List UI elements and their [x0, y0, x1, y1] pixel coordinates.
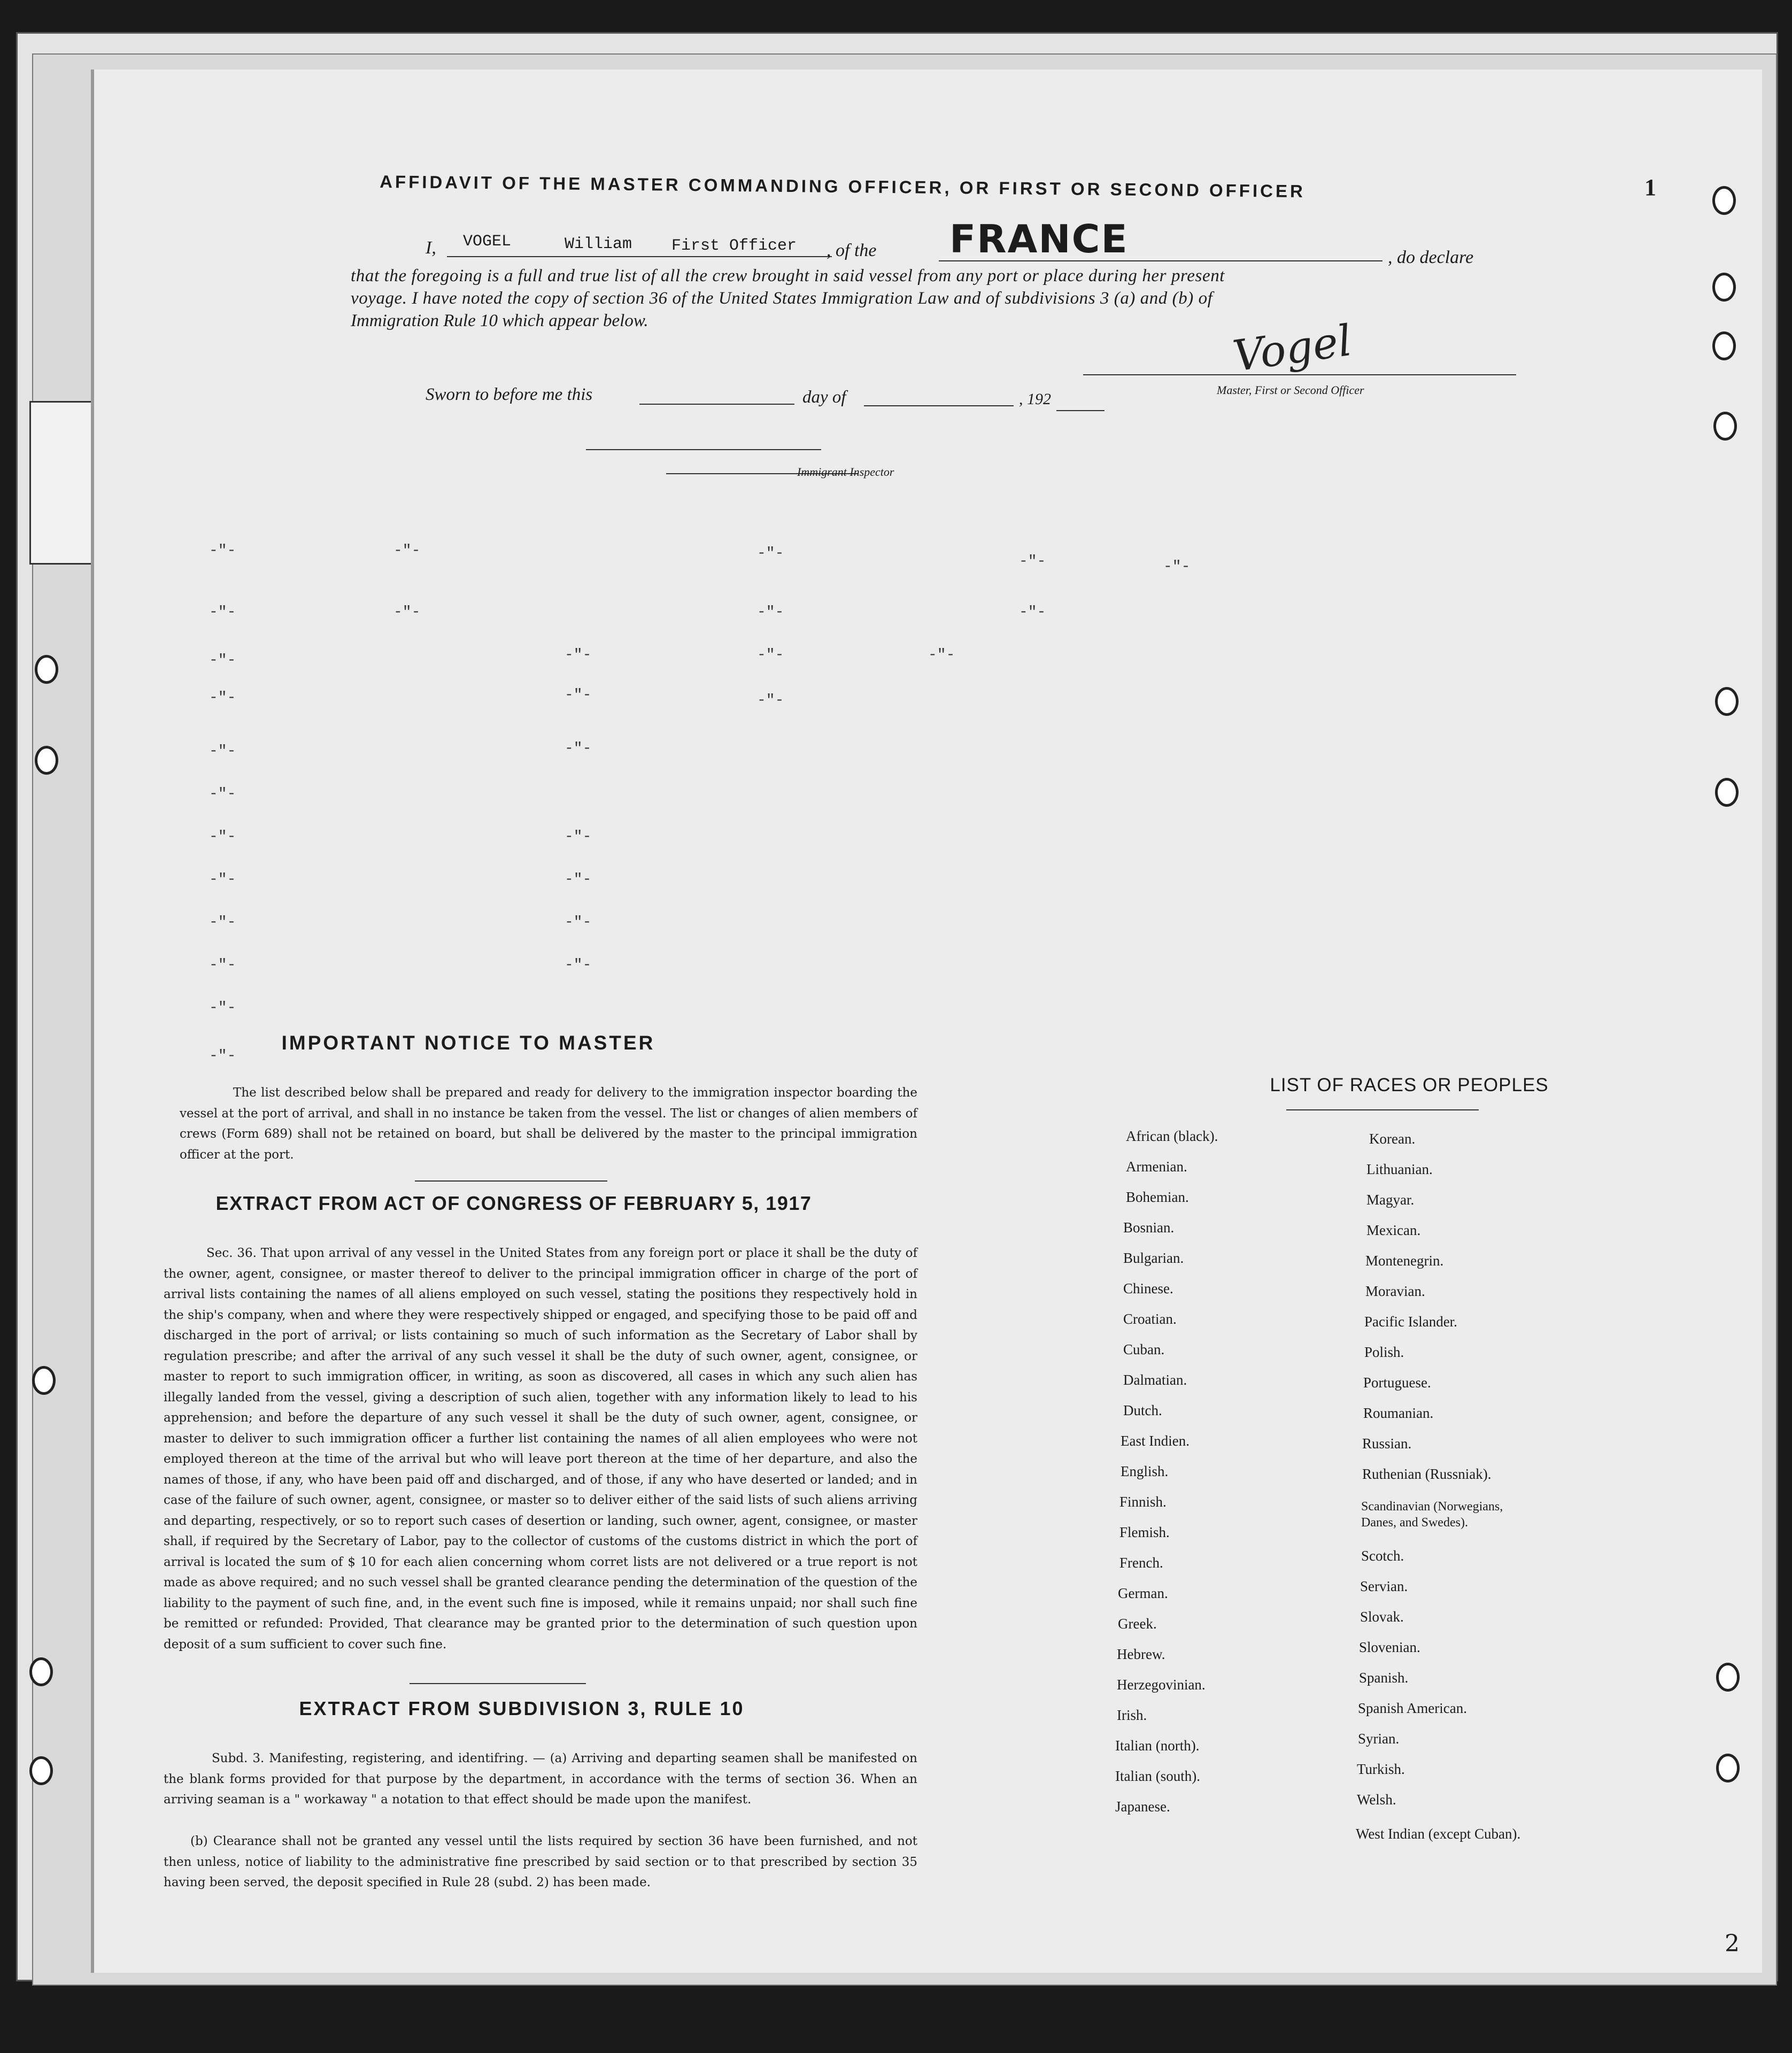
affidavit-title: AFFIDAVIT OF THE MASTER COMMANDING OFFICER, OR FIRST OR SECOND OFFICER: [380, 171, 1306, 202]
ditto-mark: -"-: [1019, 553, 1046, 570]
binder-hole: [1712, 273, 1736, 302]
ditto-mark: -"-: [757, 604, 784, 621]
ditto-mark: -"-: [209, 1048, 236, 1064]
race-item: Portuguese.: [1363, 1375, 1431, 1391]
i-label: I,: [426, 238, 436, 258]
races-title: LIST OF RACES OR PEOPLES: [1270, 1075, 1549, 1095]
race-item: Slovenian.: [1359, 1639, 1420, 1655]
race-item: Syrian.: [1358, 1731, 1400, 1747]
notice-divider: [415, 1180, 607, 1182]
declaration-text-1: that the foregoing is a full and true list of all the crew brought in said vessel from any port or place during her present: [351, 266, 1225, 285]
act-title: EXTRACT FROM ACT OF CONGRESS OF FEBRUARY 5, 1917: [215, 1192, 812, 1214]
ditto-mark: -"-: [209, 690, 236, 706]
rule-text-a: Subd. 3. Manifesting, registering, and identifring. — (a) Arriving and departing seamen shall be manifested on the blank forms provided for that purpose by the department, in accordance with the terms of section 36. When an arriving seaman is a " workaway " a notation to that effect should be made upon the manifest.: [164, 1751, 917, 1807]
race-item: Finnish.: [1119, 1494, 1167, 1510]
ditto-mark: -"-: [209, 604, 236, 621]
race-item: Scandinavian (Norwegians, Danes, and Swedes).: [1361, 1500, 1503, 1530]
race-item: Montenegrin.: [1365, 1253, 1444, 1269]
binder-hole: [1716, 1754, 1740, 1782]
ditto-mark: -"-: [1019, 604, 1046, 621]
ditto-mark: -"-: [565, 647, 592, 663]
race-item: Dutch.: [1123, 1402, 1162, 1418]
inspector-caption: Immigrant Inspector: [797, 465, 894, 478]
officer-rank: First Officer: [671, 237, 797, 255]
ditto-mark: -"-: [393, 543, 421, 559]
ditto-mark: -"-: [565, 871, 592, 888]
ditto-mark: -"-: [209, 957, 236, 974]
ditto-mark: -"-: [209, 652, 236, 669]
race-item: French.: [1119, 1555, 1163, 1571]
rule-title: EXTRACT FROM SUBDIVISION 3, RULE 10: [299, 1697, 745, 1719]
race-item: West Indian (except Cuban).: [1356, 1826, 1521, 1842]
ditto-mark: -"-: [565, 914, 592, 931]
ditto-mark: -"-: [565, 829, 592, 845]
race-item: Mexican.: [1366, 1222, 1421, 1238]
binder-hole: [35, 655, 58, 684]
race-item: Korean.: [1369, 1131, 1416, 1147]
ditto-mark: -"-: [1163, 559, 1191, 575]
race-item: Croatian.: [1123, 1311, 1177, 1327]
year-label: , 192: [1019, 390, 1051, 408]
declaration-line: [351, 217, 1527, 267]
race-item: Slovak.: [1360, 1609, 1404, 1625]
sworn-month-line: [864, 405, 1014, 406]
binder-hole: [1712, 331, 1736, 360]
race-item: Scotch.: [1361, 1548, 1404, 1564]
officer-given-name: William: [565, 235, 632, 253]
race-item: Lithuanian.: [1366, 1161, 1433, 1177]
page-number: 1: [1644, 174, 1656, 200]
ditto-mark: -"-: [209, 743, 236, 760]
manifest-page: [91, 70, 1762, 1973]
binder-hole: [32, 1366, 56, 1395]
of-the-label: , of the: [827, 241, 877, 260]
race-item: Pacific Islander.: [1364, 1314, 1457, 1330]
back-sheet-tab: [29, 401, 97, 565]
officer-surname: VOGEL: [463, 233, 512, 251]
binder-hole: [1712, 186, 1736, 215]
race-item: Servian.: [1360, 1578, 1408, 1594]
vessel-underline: [939, 260, 1382, 261]
binder-hole: [1713, 412, 1737, 441]
ditto-mark: -"-: [209, 829, 236, 845]
ditto-mark: -"-: [209, 871, 236, 888]
day-of-label: day of: [802, 388, 846, 407]
race-item: Polish.: [1364, 1344, 1404, 1360]
binder-hole: [29, 1657, 53, 1686]
signer-caption: Master, First or Second Officer: [1217, 383, 1364, 397]
race-item: Armenian.: [1126, 1159, 1187, 1175]
race-item: Russian.: [1362, 1435, 1412, 1452]
notice-title: IMPORTANT NOTICE TO MASTER: [281, 1032, 655, 1054]
race-item: Italian (north).: [1115, 1738, 1200, 1754]
ditto-mark: -"-: [928, 647, 955, 663]
race-item: Cuban.: [1123, 1341, 1165, 1357]
ditto-mark: -"-: [209, 786, 236, 802]
act-divider: [410, 1683, 586, 1684]
ditto-mark: -"-: [757, 692, 784, 709]
act-text: Sec. 36. That upon arrival of any vessel in the United States from any foreign port or place it shall be the duty of the owner, agent, consignee, or master thereof to deliver to the principal immigration officer in charge of the port of arrival lists containing the names of all aliens employed on such vessel, stating the positions they respectively hold in the ship's company, when and where they were respectively shipped or engaged, and specifying those to be paid off and discharged in the port of arrival; or lists containing so much of such information as the Secretary of Labor shall by regulation prescribe; and after the arrival of any such vessel it shall be the duty of such owner, agent, consignee, or master to report to such immigration officer, in writing, as soon as discovered, all cases in which any such alien has illegally landed from the vessel, giving a description of such alien, together with any information likely to lead to his apprehension; and before the departure of any such vessel it shall be the duty of such owner, agent, consignee, or master to deliver to such immigration officer a further list containing the names of all alien employees who were not employed thereon at the time of the arrival but who will leave port thereon at the time of her departure, and also the names of those, if any, who have been paid off and discharged, and of those, if any who have deserted or landed; and in case of the failure of such owner, agent, consignee, or master so to deliver either of the said lists of such aliens arriving and departing, respectively, or so to report such cases of desertion or landing, such owner, agent, consignee, or master shall, if required by the Secretary of Labor, pay to the collector of customs of the customs district in which the port of arrival is located the sum of $ 10 for each alien concerning whom corret lists are not delivered or a true report is not made as above required; and no such vessel shall be granted clearance pending the determination of the question of the liability to the payment of such fine, and, in the event such fine is imposed, while it remains unpaid; nor shall such fine be remitted or refunded: Provided, That clearance may be granted prior to the determination of such question upon deposit of a sum sufficient to cover such fine.: [164, 1246, 917, 1651]
binder-hole: [1715, 778, 1739, 807]
do-declare: , do declare: [1388, 248, 1474, 267]
binder-hole: [29, 1756, 53, 1785]
binder-hole: [1715, 687, 1739, 716]
race-item: English.: [1121, 1463, 1169, 1479]
race-item: Bohemian.: [1126, 1189, 1189, 1205]
ditto-mark: -"-: [209, 543, 236, 559]
race-item: Italian (south).: [1115, 1768, 1200, 1784]
race-item: Japanese.: [1115, 1799, 1170, 1815]
race-item: Chinese.: [1123, 1280, 1173, 1296]
sworn-year-line: [1056, 410, 1104, 411]
binder-hole: [35, 746, 58, 775]
inspector-line-1: [586, 449, 821, 450]
race-item: Hebrew.: [1117, 1646, 1165, 1662]
notice-text: The list described below shall be prepared and ready for delivery to the immigration inspector boarding the vessel at the port of arrival, and shall in no instance be taken from the vessel. The list or changes of alien members of crews (Form 689) shall not be retained on board, but shall be delivered by the master to the principal immigration officer at the port.: [180, 1086, 917, 1162]
sworn-day-line: [639, 404, 794, 405]
ditto-mark: -"-: [757, 545, 784, 562]
ditto-mark: -"-: [565, 957, 592, 974]
ditto-mark: -"-: [565, 687, 592, 704]
ditto-mark: -"-: [393, 604, 421, 621]
name-underline: [447, 256, 832, 257]
race-item: Dalmatian.: [1123, 1372, 1187, 1388]
vessel-name: FRANCE: [949, 217, 1129, 261]
rule-text-b: (b) Clearance shall not be granted any vessel until the lists required by section 36 have been furnished, and not then unless, notice of liability to the administrative fine prescribed by said section or to that prescribed by section 35 having been served, the deposit specified in Rule 28 (subd. 2) has been made.: [164, 1834, 917, 1889]
race-item: Irish.: [1117, 1707, 1147, 1723]
race-item: Greek.: [1118, 1616, 1157, 1632]
race-item: Turkish.: [1357, 1761, 1405, 1777]
race-item: Spanish American.: [1358, 1700, 1467, 1716]
declaration-text-3: Immigration Rule 10 which appear below.: [351, 311, 648, 330]
ditto-mark: -"-: [757, 647, 784, 663]
declaration-text-2: voyage. I have noted the copy of section 36 of the United States Immigration Law and of subdivisions 3 (a) and (b) of: [351, 289, 1213, 308]
race-item: Bosnian.: [1123, 1220, 1175, 1236]
race-item: Bulgarian.: [1123, 1250, 1184, 1266]
binder-hole: [1716, 1663, 1740, 1692]
race-item: Moravian.: [1365, 1283, 1425, 1299]
race-item: East Indien.: [1121, 1433, 1189, 1449]
race-item: Herzegovinian.: [1117, 1677, 1206, 1693]
races-title-underline: [1286, 1109, 1479, 1110]
signature-line: [1083, 374, 1516, 375]
ditto-mark: -"-: [565, 740, 592, 757]
race-item: Roumanian.: [1363, 1405, 1434, 1421]
ditto-mark: -"-: [209, 914, 236, 931]
race-item: Welsh.: [1357, 1792, 1396, 1808]
sworn-label: Sworn to before me this: [426, 385, 593, 404]
corner-number: 2: [1725, 1930, 1740, 1957]
ditto-mark: -"-: [209, 1000, 236, 1016]
race-item: African (black).: [1126, 1128, 1218, 1144]
race-item: Ruthenian (Russniak).: [1362, 1466, 1492, 1482]
race-item: German.: [1118, 1585, 1168, 1601]
officer-signature: Vogel: [1230, 315, 1355, 382]
race-item: Flemish.: [1119, 1524, 1170, 1540]
race-item: Magyar.: [1366, 1192, 1415, 1208]
race-item: Spanish.: [1359, 1670, 1409, 1686]
